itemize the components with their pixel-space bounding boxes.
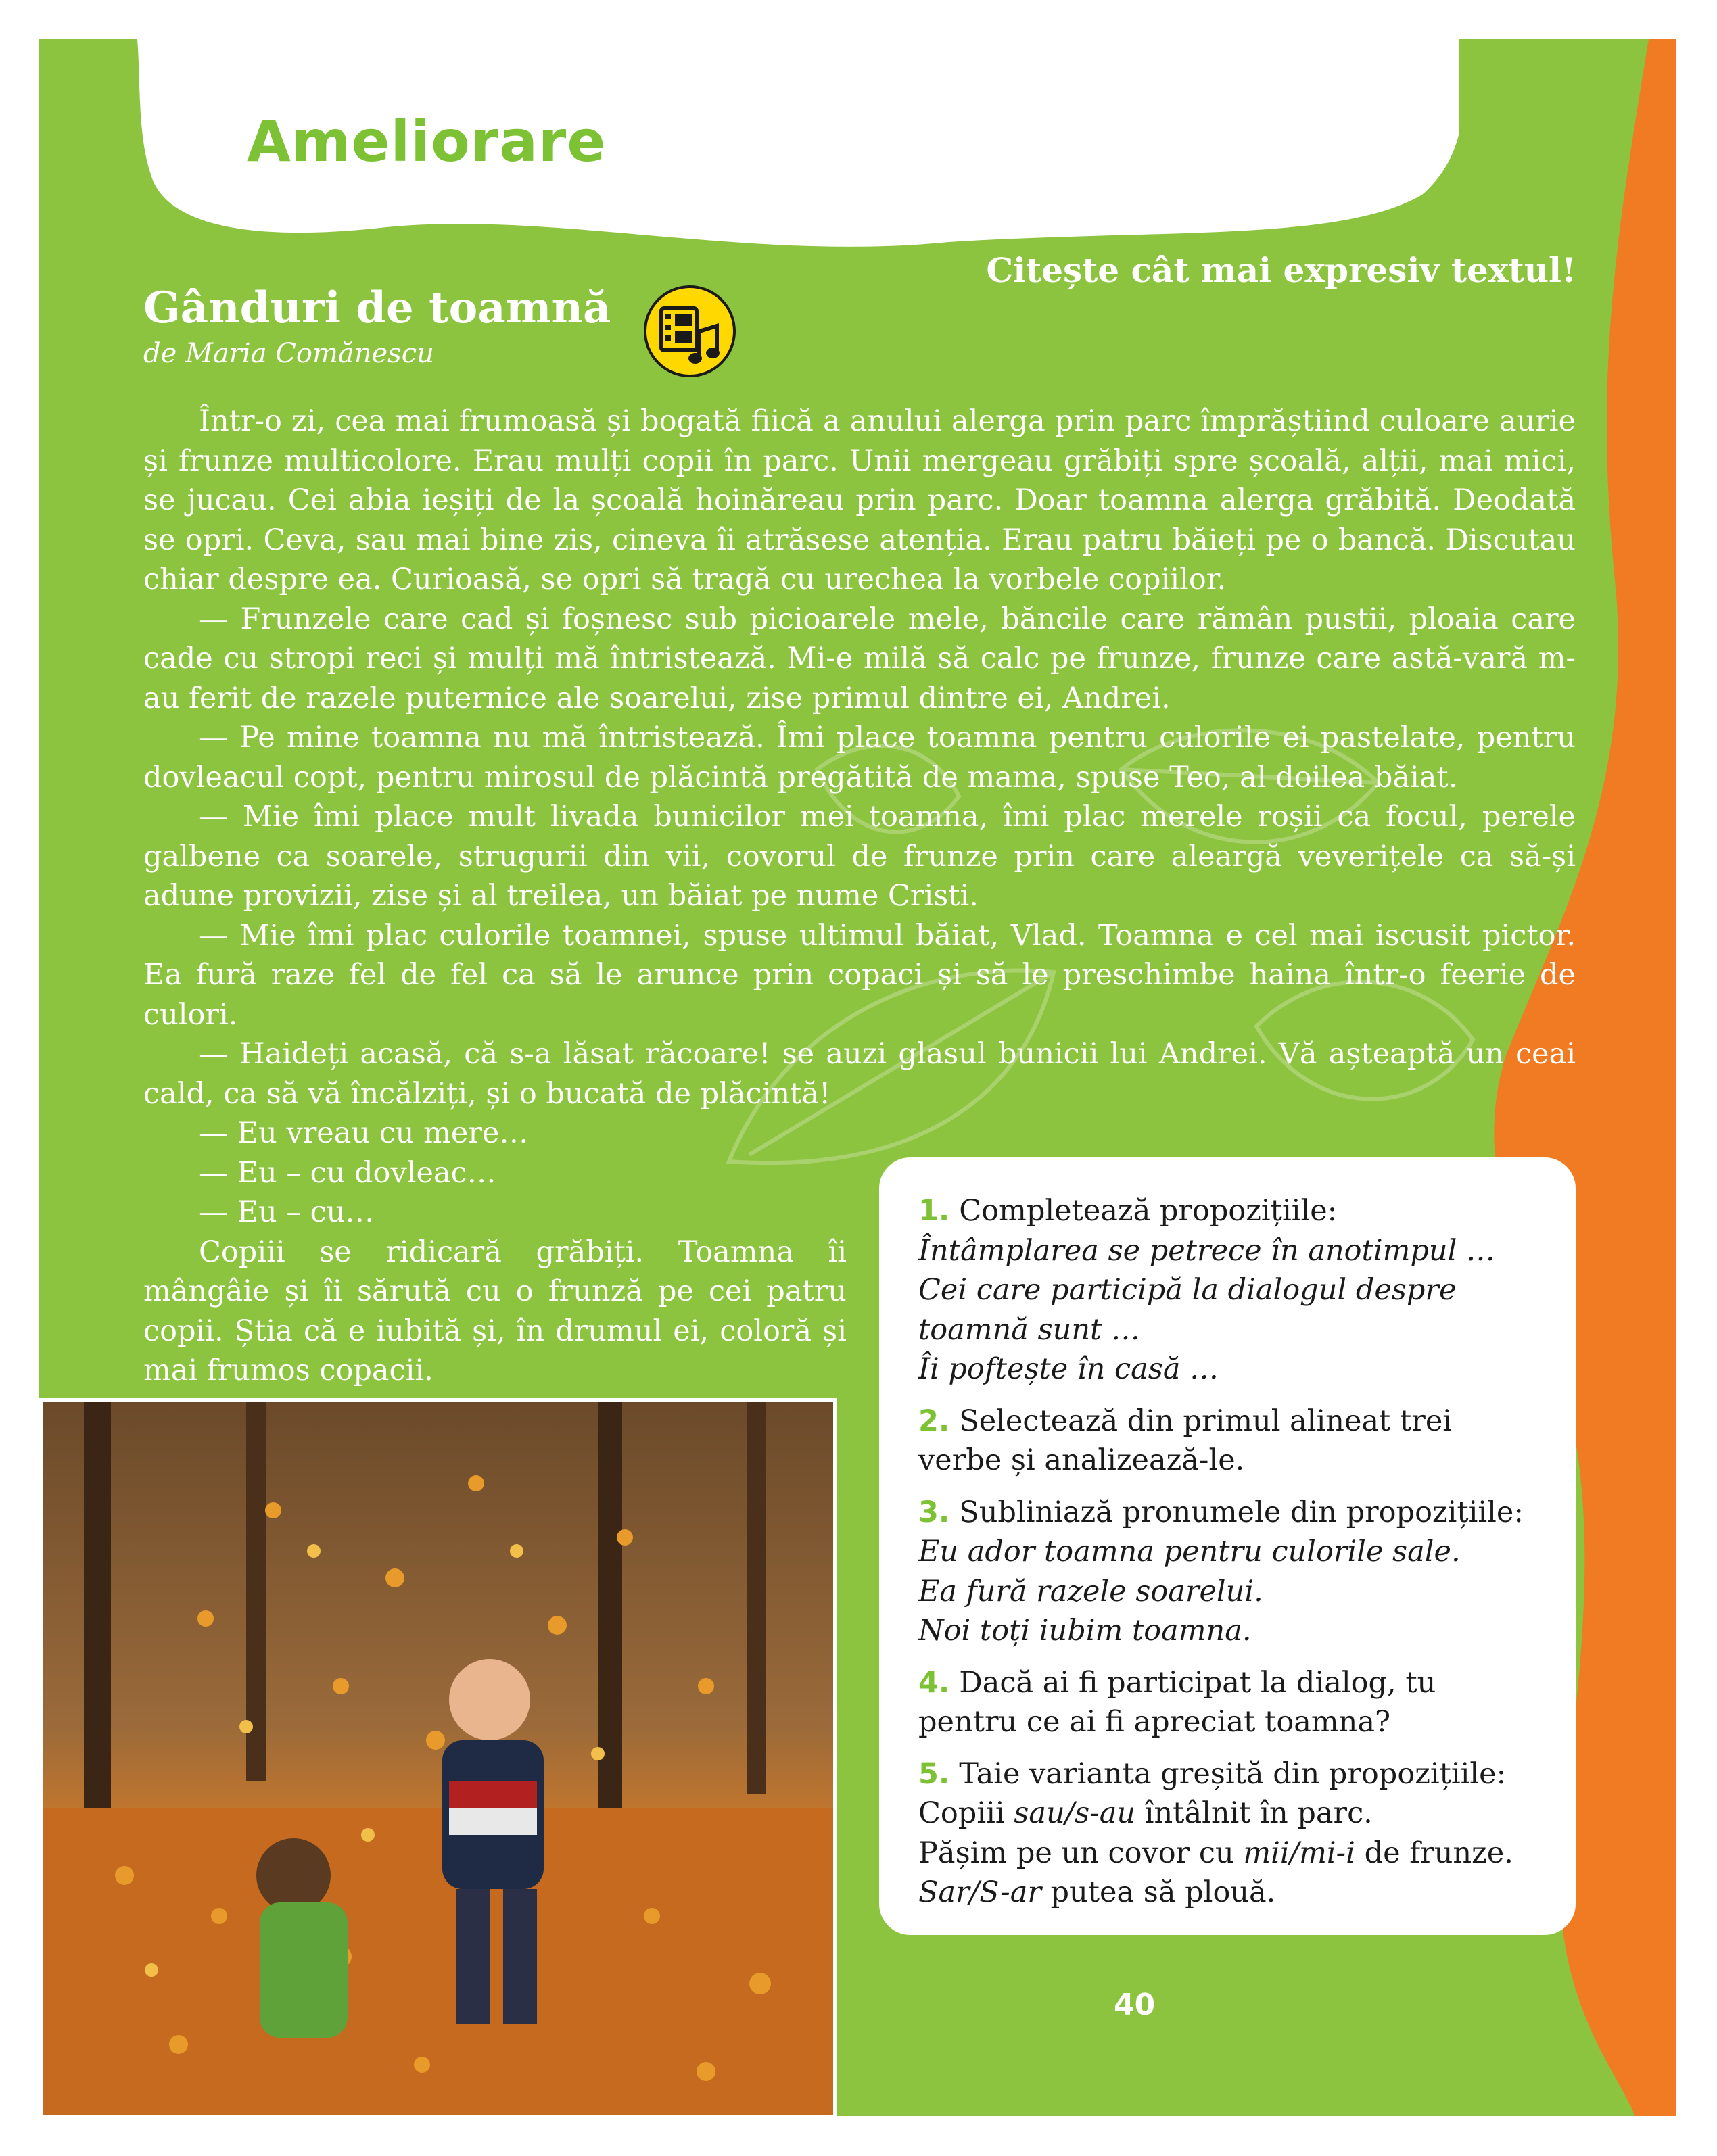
exercise-prompt: Dacă ai fi participat la dialog, tu pentru ce ai fi apreciat toamna? <box>918 1665 1436 1739</box>
text-part: întâlnit în parc. <box>1135 1796 1373 1830</box>
option-pair: Sar/S-ar <box>918 1875 1041 1909</box>
exercise-box <box>879 1157 1576 1935</box>
text-part: putea să plouă. <box>1041 1875 1276 1909</box>
exercise-prompt: Taie varianta greșită din propozițiile: <box>959 1756 1507 1791</box>
exercise-3 <box>918 1493 1538 1651</box>
exercise-number: 4. <box>918 1665 950 1700</box>
exercise-line: Întâmplarea se petrece în anotimpul … <box>918 1233 1496 1268</box>
text-part: Copiii <box>918 1796 1014 1830</box>
exercise-prompt: Subliniază pronumele din propozițiile: <box>959 1495 1524 1529</box>
story-author: de Maria Comănescu <box>143 338 434 369</box>
exercise-4 <box>918 1663 1538 1742</box>
reading-instruction: Citește cât mai expresiv textul! <box>986 250 1576 290</box>
story-paragraph: — Eu vreau cu mere… <box>199 1116 529 1150</box>
story-title: Gânduri de toamnă <box>143 283 611 333</box>
option-pair: sau/s-au <box>1014 1796 1136 1830</box>
exercise-line: Eu ador toamna pentru culorile sale. <box>918 1535 1461 1568</box>
exercise-line: Cei care participă la dialogul despre toamnă sunt … <box>918 1273 1457 1347</box>
story-paragraph: — Mie îmi place mult livada bunicilor mei toamna, îmi plac merele roșii ca focul, perele galbene ca soarele, strugurii din vii, covorul de frunze prin care aleargă veverițele ca să-și adune provizii, zise și al treilea, un băiat pe nume Cristi. <box>143 800 1576 913</box>
exercise-line: Îi poftește în casă … <box>918 1352 1219 1386</box>
story-paragraph: — Mie îmi plac culorile toamnei, spuse ultimul băiat, Vlad. Toamna e cel mai iscusit pictor. Ea fură raze fel de fel ca să le arunce prin copaci și să le preschimbe haina într-o feerie de culori. <box>143 918 1576 1032</box>
story-paragraph: — Pe mine toamna nu mă întristează. Îmi place toamna pentru culorile ei pastelate, pentru dovleacul copt, pentru mirosul de plăcintă pregătită de mama, spuse Teo, al doilea băiat. <box>143 721 1576 794</box>
exercise-number: 3. <box>918 1495 950 1529</box>
exercise-line: Ea fură razele soarelui. <box>918 1574 1263 1608</box>
page-number: 40 <box>1114 1988 1156 2022</box>
exercise-number: 5. <box>918 1756 950 1791</box>
exercise-line <box>918 1794 1538 1834</box>
exercise-5 <box>918 1754 1538 1913</box>
exercise-1 <box>918 1191 1538 1389</box>
story-paragraph: Copiii se ridicară grăbiți. Toamna îi mângâie și îi sărută cu o frunză pe cei patru copii. Știa că e iubită și, în drumul ei, coloră și mai frumos copacii. <box>143 1235 847 1387</box>
story-paragraph: Într-o zi, cea mai frumoasă și bogată fiică a anului alerga prin parc împrăștiind culoare aurie și frunze multicolore. Erau mulți copii în parc. Unii mergeau grăbiți spre școală, alții, mai mici, se jucau. Cei abia ieșiți de la școală hoinăreau prin parc. Doar toamna alerga grăbită. Deodată se opri. Ceva, sau mai bine zis, cineva îi atrăsese atenția. Erau patru băieți pe o bancă. Discutau chiar despre ea. Curioasă, se opri să tragă cu urechea la vorbele copiilor. <box>143 404 1576 596</box>
exercise-line <box>918 1873 1538 1913</box>
text-part: Pășim pe un covor cu <box>918 1836 1244 1870</box>
photo-illustration <box>43 1402 833 2115</box>
story-paragraph: — Haideți acasă, că s-a lăsat răcoare! se auzi glasul bunicii lui Andrei. Vă așteaptă un ceai cald, ca să vă încălziți, și o bucată de plăcintă! <box>143 1037 1576 1111</box>
text-part: de frunze. <box>1355 1836 1513 1870</box>
exercise-line: Noi toți iubim toamna. <box>918 1614 1252 1648</box>
story-paragraph: — Eu – cu dovleac… <box>199 1155 496 1190</box>
exercise-prompt: Completează propozițiile: <box>959 1194 1338 1228</box>
exercise-prompt: Selectează din primul alineat trei verbe și analizează-le. <box>918 1404 1453 1477</box>
exercise-2 <box>918 1402 1538 1481</box>
film-music-icon[interactable] <box>642 284 737 379</box>
exercise-number: 1. <box>918 1194 950 1228</box>
exercise-line <box>918 1834 1538 1873</box>
autumn-children-photo <box>39 1398 837 2119</box>
story-paragraph: — Eu – cu… <box>199 1195 375 1229</box>
section-title: Ameliorare <box>247 108 607 174</box>
exercise-number: 2. <box>918 1404 950 1438</box>
option-pair: mii/mi-i <box>1243 1836 1355 1870</box>
story-paragraph: — Frunzele care cad și foșnesc sub picioarele mele, băncile care rămân pustii, ploaia care cade cu stropi reci și mulți mă întristează. Mi-e milă să calc pe frunze, frunze care astă-vară m-au ferit de razele puternice ale soarelui, zise primul dintre ei, Andrei. <box>143 602 1576 715</box>
